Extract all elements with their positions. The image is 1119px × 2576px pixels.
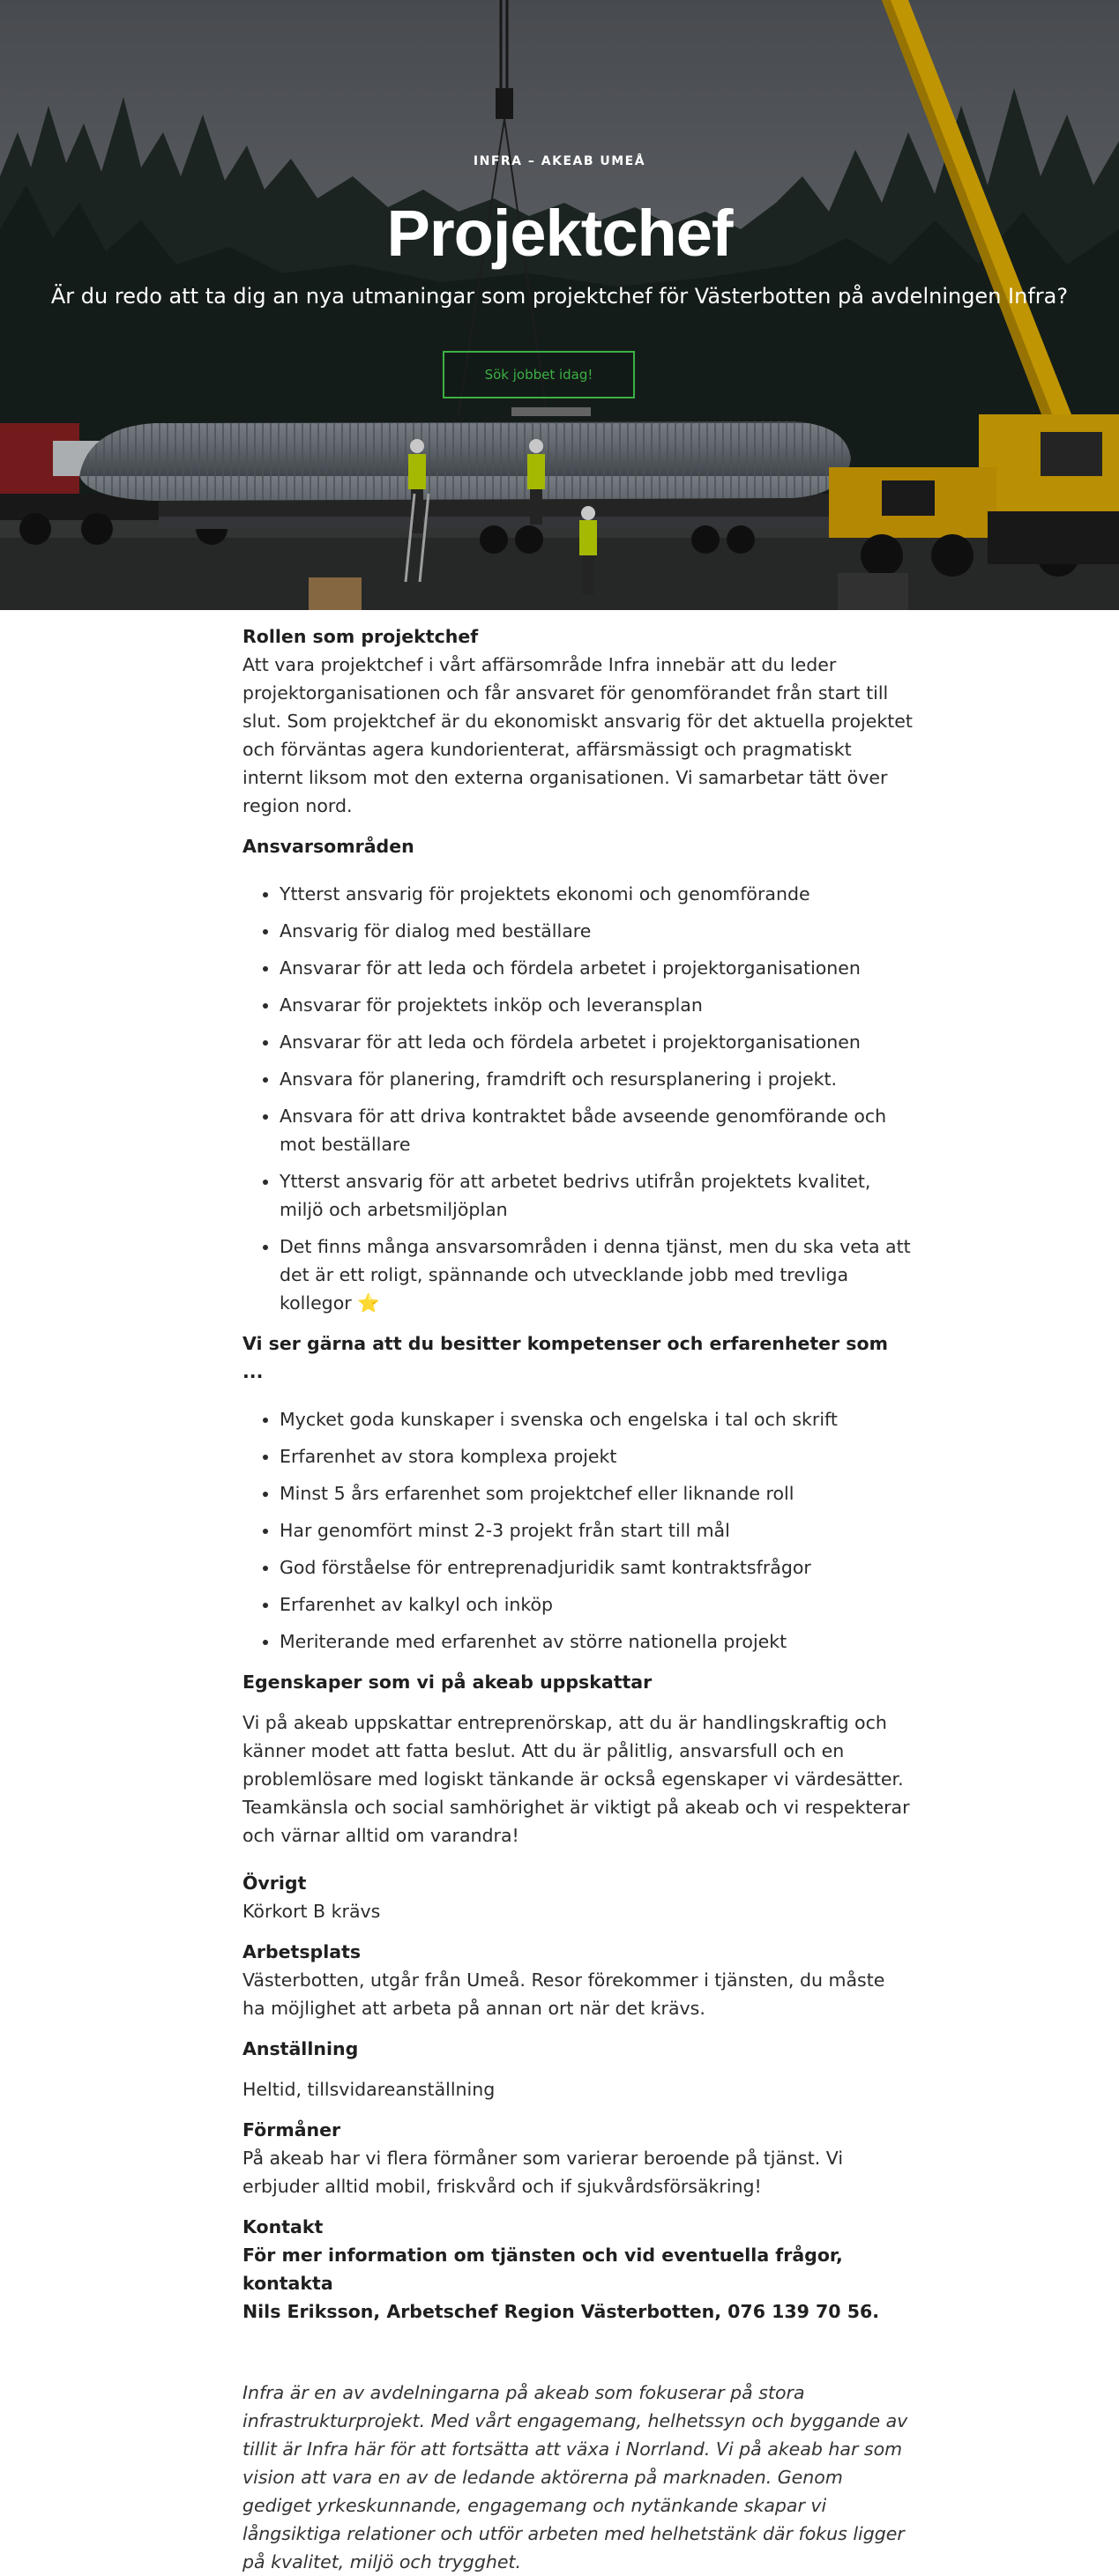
list-item: • Erfarenhet av stora komplexa projekt xyxy=(280,1442,913,1470)
list-item: • Ansvarar för projektets inköp och leveransplan xyxy=(280,991,913,1019)
list-item-text: Det finns många ansvarsområden i denna tjänst, men du ska veta att det är ett roligt, spännande och utvecklande jobb med trevliga kollegor xyxy=(280,1236,911,1314)
employment-section xyxy=(242,2035,913,2103)
list-item: • Ansvara för att driva kontraktet både avseende genomförande och mot beställare xyxy=(280,1102,913,1158)
benefits-heading: Förmåner xyxy=(242,2119,341,2140)
contact-heading: Kontakt xyxy=(242,2216,324,2237)
list-item: • Ansvarar för att leda och fördela arbetet i projektorganisationen xyxy=(280,954,913,982)
apply-button[interactable]: Sök jobbet idag! xyxy=(443,351,635,398)
list-item xyxy=(280,1232,913,1317)
list-item: • Ytterst ansvarig för projektets ekonomi och genomförande xyxy=(280,880,913,908)
hero-banner xyxy=(0,0,1119,610)
role-text: Att vara projektchef i vårt affärsområde Infra innebär att du leder projektorganisationen och får ansvaret för genomförandet från start till slut. Som projektchef är du ekonomiskt ansvarig för det aktuella projektet och förväntas agera kundorienterat, affärsmässigt och pragmatiskt internt liksom mot den externa organisationen. Vi samarbetar tätt över region nord. xyxy=(242,654,913,816)
page-title: Projektchef xyxy=(386,197,733,270)
competences-section xyxy=(242,1329,913,1656)
benefits-section xyxy=(242,2116,913,2200)
list-item: • Ansvara för planering, framdrift och resursplanering i projekt. xyxy=(280,1065,913,1093)
employment-text: Heltid, tillsvidareanställning xyxy=(242,2079,496,2100)
list-item: • Ansvarar för att leda och fördela arbetet i projektorganisationen xyxy=(280,1028,913,1056)
list-item: • Ansvarig för dialog med beställare xyxy=(280,917,913,945)
list-item: • Mycket goda kunskaper i svenska och engelska i tal och skrift xyxy=(280,1405,913,1433)
competences-heading: Vi ser gärna att du besitter kompetenser och erfarenheter som ... xyxy=(242,1333,888,1382)
qualities-text: Vi på akeab uppskattar entreprenörskap, att du är handlingskraftig och känner modet att fatta beslut. Att du är pålitlig, ansvarsfull och en problemlösare med logiskt tänkande är också egenskaper vi värdesätter. Teamkänsla och social samhörighet är viktigt på akeab och vi respekterar och värnar alltid om varandra! xyxy=(242,1712,910,1846)
qualities-section xyxy=(242,1668,913,1850)
contact-person: Nils Eriksson, Arbetschef Region Västerbotten, 076 139 70 56. xyxy=(242,2301,880,2322)
hero-eyebrow: INFRA – AKEAB UMEÅ xyxy=(473,154,646,168)
list-item: • Minst 5 års erfarenhet som projektchef eller liknande roll xyxy=(280,1479,913,1508)
benefits-text: På akeab har vi flera förmåner som varierar beroende på tjänst. Vi erbjuder alltid mobil, friskvård och if sjukvårdsförsäkring! xyxy=(242,2148,844,2197)
workplace-text: Västerbotten, utgår från Umeå. Resor förekommer i tjänsten, du måste ha möjlighet att arbeta på annan ort när det krävs. xyxy=(242,1969,885,2019)
responsibilities-section xyxy=(242,832,913,1317)
contact-line-1: För mer information om tjänsten och vid eventuella frågor, kontakta xyxy=(242,2245,843,2294)
job-description xyxy=(242,622,913,2576)
about-section xyxy=(242,2379,913,2576)
role-heading: Rollen som projektchef xyxy=(242,626,479,647)
responsibilities-list xyxy=(242,880,913,1317)
contact-section xyxy=(242,2213,913,2326)
role-section xyxy=(242,622,913,820)
responsibilities-heading: Ansvarsområden xyxy=(242,836,414,857)
workplace-section xyxy=(242,1938,913,2022)
other-section xyxy=(242,1869,913,1925)
about-text: Infra är en av avdelningarna på akeab som fokuserar på stora infrastrukturprojekt. Med vårt engagemang, helhetssyn och byggande av tillit är Infra här för att fortsätta att växa i Norrland. Vi på akeab har som vision att vara en av de ledande aktörerna på marknaden. Genom gediget yrkeskunnande, engagemang och nytänkande skapar vi långsiktiga relationer och utför arbeten med helhetstänk där fokus ligger på kvalitet, miljö och trygghet. xyxy=(242,2382,908,2572)
list-item: • God förståelse för entreprenadjuridik samt kontraktsfrågor xyxy=(280,1553,913,1582)
list-item: • Ytterst ansvarig för att arbetet bedrivs utifrån projektets kvalitet, miljö och arbetsmiljöplan xyxy=(280,1167,913,1224)
list-item: • Erfarenhet av kalkyl och inköp xyxy=(280,1590,913,1619)
other-text: Körkort B krävs xyxy=(242,1901,381,1922)
star-icon: ⭐ xyxy=(357,1292,380,1314)
hero-subtitle: Är du redo att ta dig an nya utmaningar som projektchef för Västerbotten på avdelningen Infra? xyxy=(50,284,1069,309)
qualities-heading: Egenskaper som vi på akeab uppskattar xyxy=(242,1671,653,1693)
list-item: • Har genomfört minst 2-3 projekt från start till mål xyxy=(280,1516,913,1545)
competences-list xyxy=(242,1405,913,1656)
other-heading: Övrigt xyxy=(242,1872,307,1894)
employment-heading: Anställning xyxy=(242,2038,359,2059)
workplace-heading: Arbetsplats xyxy=(242,1941,362,1962)
list-item: • Meriterande med erfarenhet av större nationella projekt xyxy=(280,1627,913,1656)
